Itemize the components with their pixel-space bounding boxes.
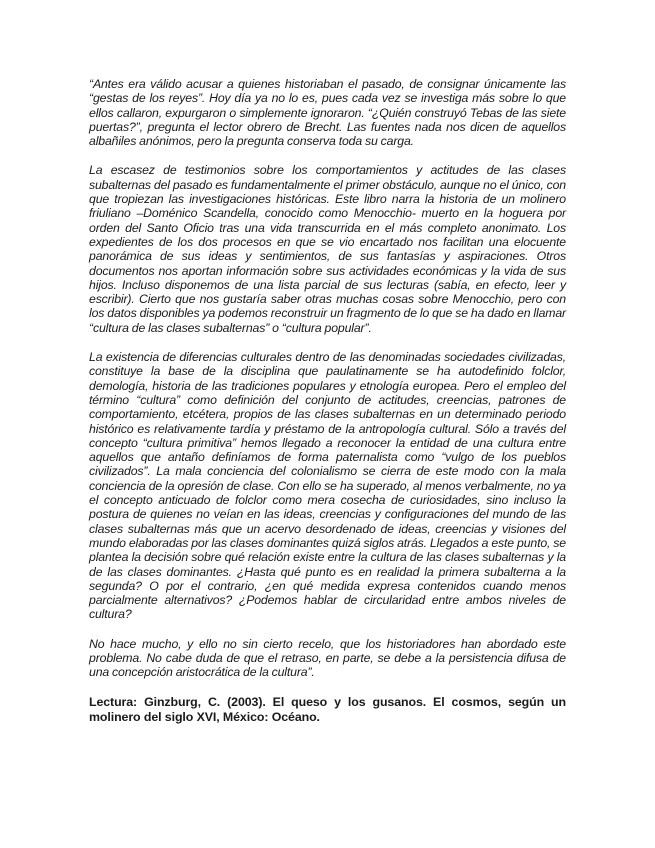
paragraph-menocchio: La escasez de testimonios sobre los comportamientos y actitudes de las clases subalternas del pasado es fundamentalmente el primer obstáculo, aunque no el único, con que tropiezan las investigaciones históricas. Este libro narra la historia de un molinero friuliano –Doménico Scandella, conocido como Menocchio- muerto en la hoguera por orden del Santo Oficio tras una vida transcurrida en el más completo anonimato. Los expedientes de los dos procesos en que se vio encartado nos facilitan una elocuente panorámica de sus ideas y sentimientos, de sus fantasías y aspiraciones. Otros documentos nos aportan información sobre sus actividades económicas y la vida de sus hijos. Incluso disponemos de una lista parcial de sus lecturas (sabía, en efecto, leer y escribir). Cierto que nos gustaría saber otras muchas cosas sobre Menocchio, pero con los datos disponibles ya podemos reconstruir un fragmento de lo que se ha dado en llamar “cultura de las clases subalternas” o “cultura popular”.: [89, 163, 566, 335]
document-body: [89, 77, 566, 725]
paragraph-closing: No hace mucho, y ello no sin cierto recelo, que los historiadores han abordado este problema. No cabe duda de que el retraso, en parte, se debe a la persistencia difusa de una concepción aristocrática de la cultura”.: [89, 636, 566, 680]
paragraph-intro-quote: “Antes era válido acusar a quienes historiaban el pasado, de consignar únicamente las “gestas de los reyes”. Hoy día ya no lo es, pues cada vez se investiga más sobre lo que ellos callaron, expurgaron o simplemente ignoraron. “¿Quién construyó Tebas de las siete puertas?”, pregunta el lector obrero de Brecht. Las fuentes nada nos dicen de aquellos albañiles anónimos, pero la pregunta conserva toda su carga.: [89, 77, 566, 149]
reading-citation: Lectura: Ginzburg, C. (2003). El queso y los gusanos. El cosmos, según un molinero del siglo XVI, México: Océano.: [89, 694, 566, 724]
paragraph-cultural-differences: La existencia de diferencias culturales dentro de las denominadas sociedades civilizadas, constituye la base de la disciplina que paulatinamente se ha autodefinido folclor, demología, historia de las tradiciones populares y etnología europea. Pero el empleo del término “cultura” como definición del conjunto de actitudes, creencias, patrones de comportamiento, etcétera, propios de las clases subalternas en un determinado periodo histórico es relativamente tardía y préstamo de la antropología cultural. Sólo a través del concepto “cultura primitiva” hemos llegado a reconocer la entidad de una cultura entre aquellos que antaño definíamos de forma paternalista como “vulgo de los pueblos civilizados”. La mala conciencia del colonialismo se cierra de este modo con la mala conciencia de la opresión de clase. Con ello se ha superado, al menos verbalmente, no ya el concepto anticuado de folclor como mera cosecha de curiosidades, sino incluso la postura de quienes no veían en las ideas, creencias y configuraciones del mundo de las clases subalternas más que un acervo desordenado de ideas, creencias y visiones del mundo elaboradas por las clases dominantes quizá siglos atrás. Llegados a este punto, se plantea la decisión sobre qué relación existe entre la cultura de las clases subalternas y la de las clases dominantes. ¿Hasta qué punto es en realidad la primera subalterna a la segunda? O por el contrario, ¿en qué medida expresa contenidos cuando menos parcialmente alternativos? ¿Podemos hablar de circularidad entre ambos niveles de cultura?: [89, 350, 566, 622]
